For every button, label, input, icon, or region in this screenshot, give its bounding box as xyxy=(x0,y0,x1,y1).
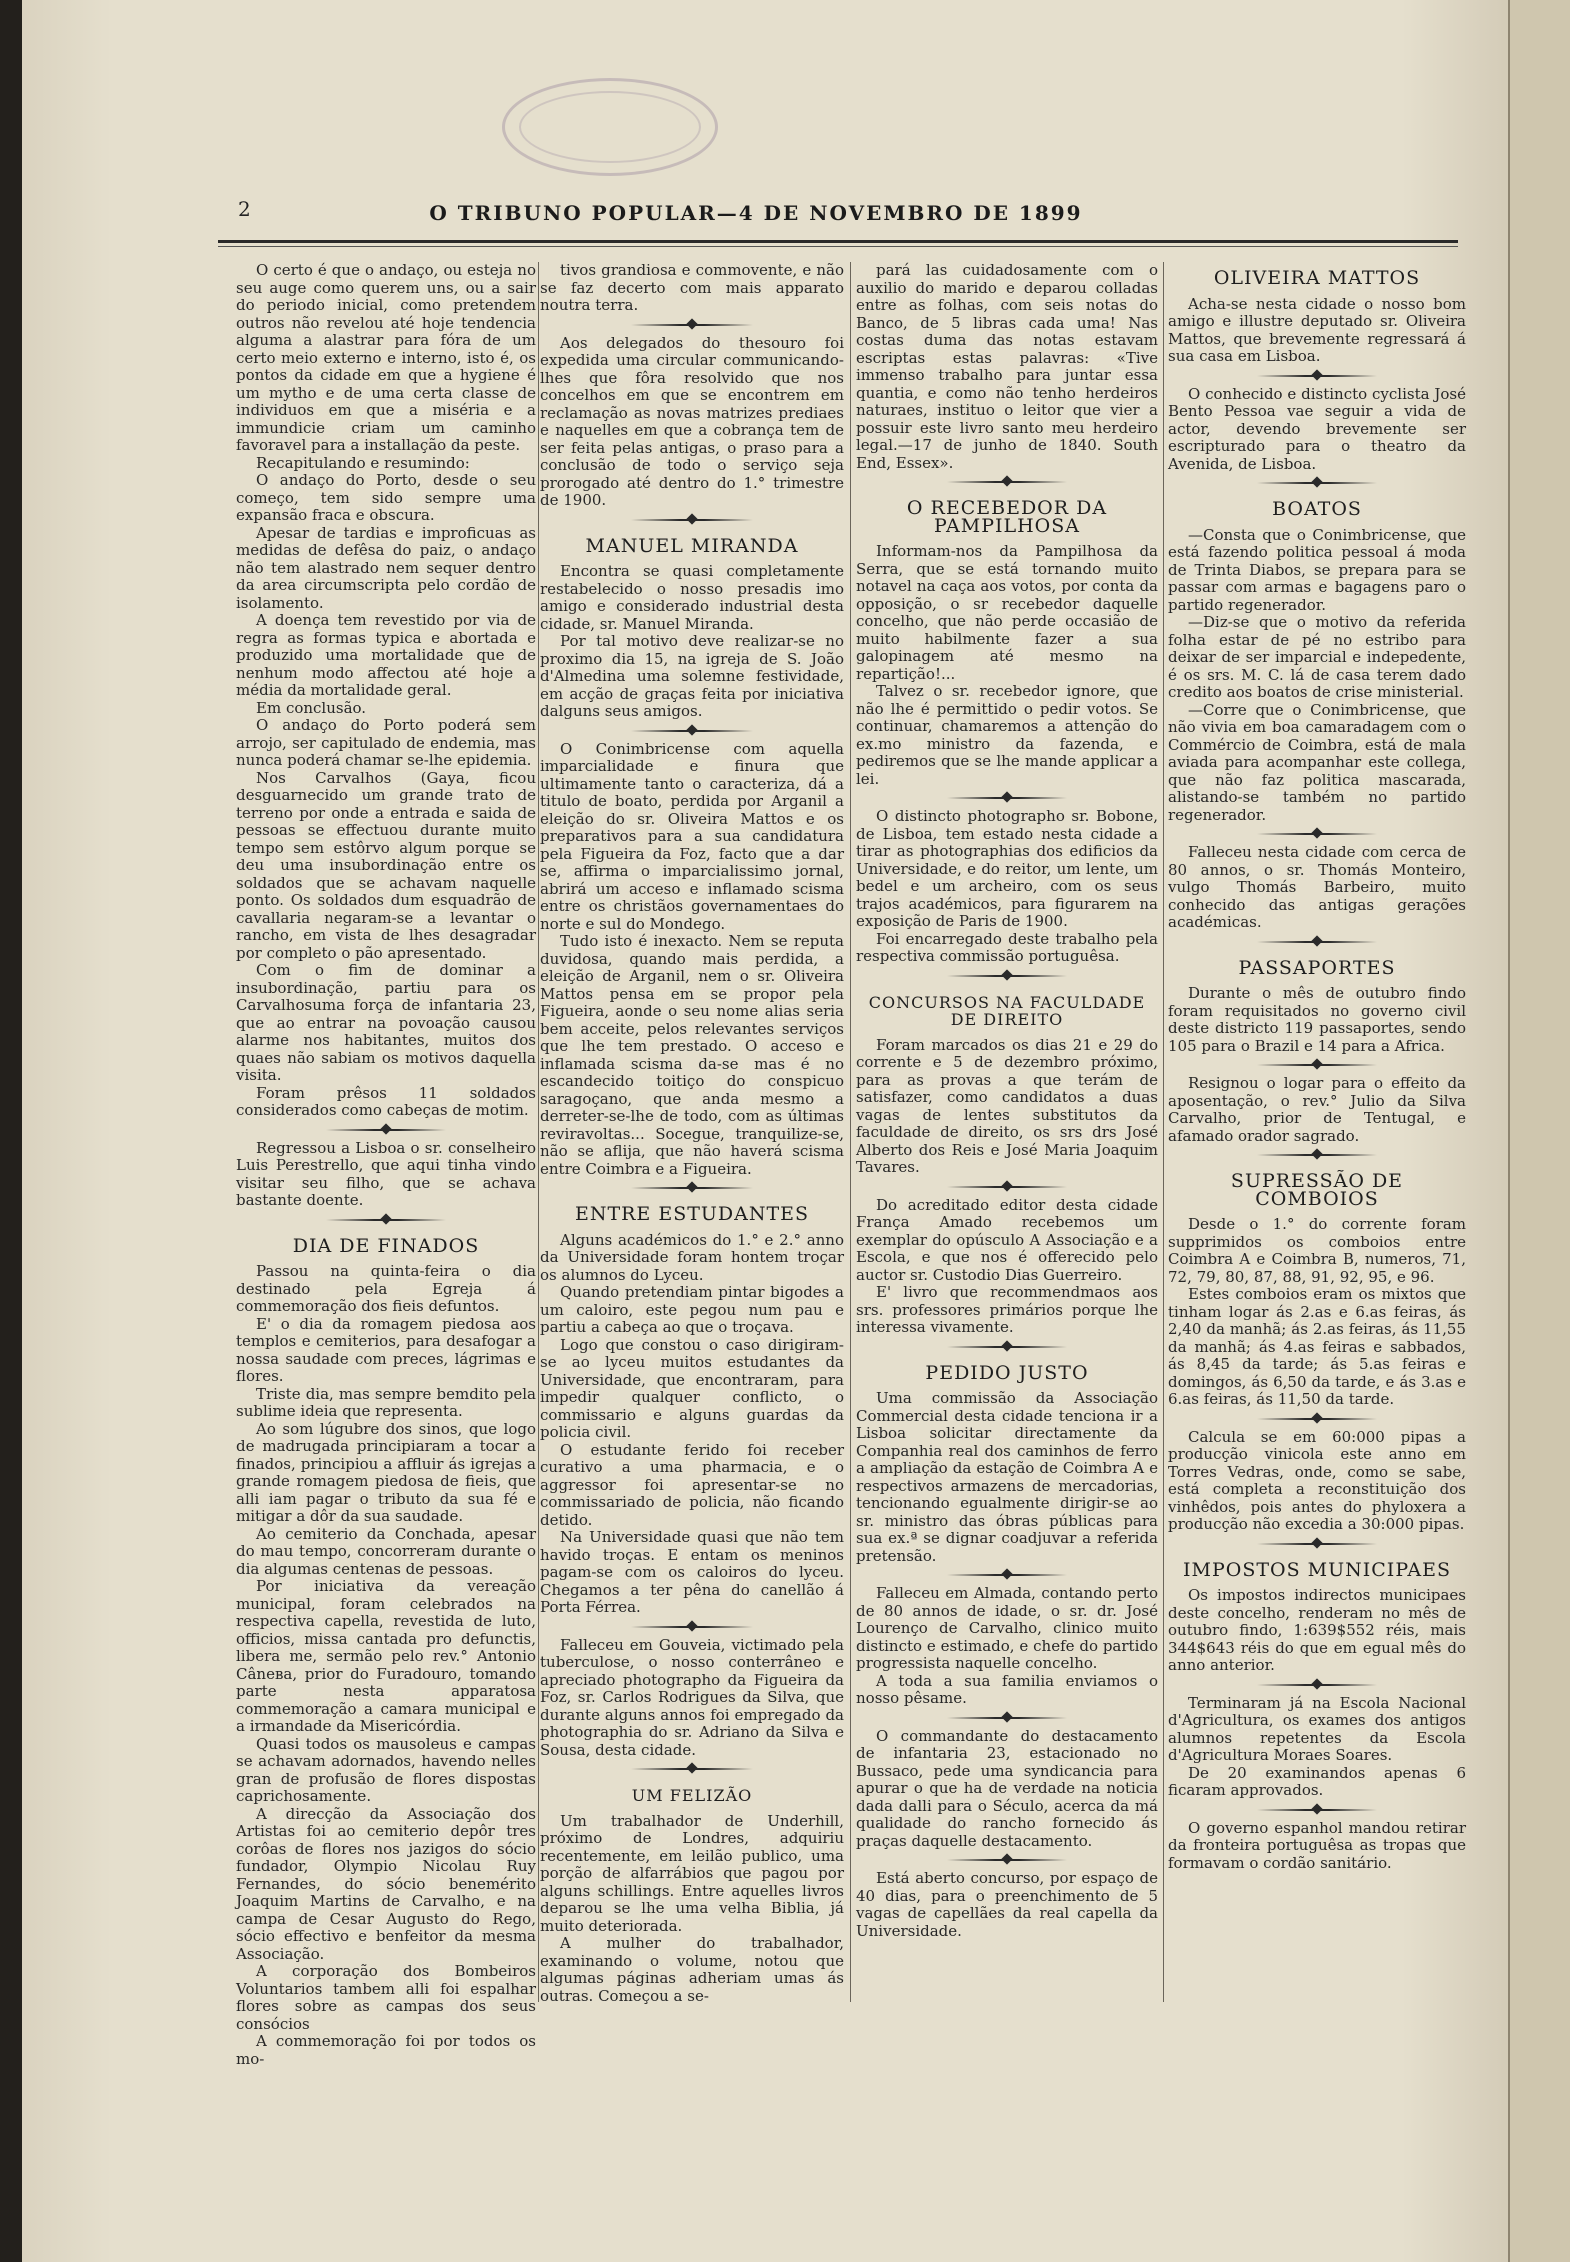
column-3 xyxy=(856,262,1158,2002)
article-headline: SUPRESSÃO DE COMBOIOS xyxy=(1230,1170,1404,1210)
article-separator xyxy=(1168,473,1466,493)
article-paragraph: Regressou a Lisboa o sr. conselheiro Luis Perestrello, que aqui tinha vindo visitar seu filho, que se achava bastante doente. xyxy=(236,1138,536,1209)
article-paragraph: Uma commissão da Associação Commercial desta cidade tenciona ir a Lisboa solicitar directamente da Companhia real dos caminhos de ferro a ampliação da estação de Coimbra A e respectivos armazens de mercadorias, tencionando egualmente dirigir-se ao sr. ministro das óbras públicas para sua ex.ª se dignar coadjuvar a referida pretensão. xyxy=(856,1389,1158,1565)
article-headline: O RECEBEDOR DA PAMPILHOSA xyxy=(906,497,1108,537)
article-paragraph: Resignou o logar para o effeito da aposentação, o rev.° Julio da Silva Carvalho, prior de Tentugal, e afamado orador sagrado. xyxy=(1168,1074,1466,1145)
article-paragraph: —Diz-se que o motivo da referida folha estar de pé no estribo para deixar de ser imparcial e indepedente, é os srs. M. C. lá de casa terem dado credito aos boatos de crise ministerial. xyxy=(1168,613,1466,701)
article-paragraph: Falleceu em Almada, contando perto de 80 annos de idade, o sr. dr. José Lourenço de Carvalho, clinico muito distincto e estimado, e chefe do partido progressista naquelle concelho. xyxy=(856,1584,1158,1672)
article-paragraph: Do acreditado editor desta cidade França Amado recebemos um exemplar do opúsculo A Associação e a Escola, e que nos é offerecido pelo auctor sr. Custodio Dias Guerreiro. xyxy=(856,1195,1158,1284)
article-separator xyxy=(856,788,1158,808)
library-stamp xyxy=(502,78,718,176)
masthead-title: O TRIBUNO POPULAR—4 DE NOVEMBRO DE 1899 xyxy=(429,201,1083,225)
article-paragraph: Falleceu nesta cidade com cerca de 80 annos, o sr. Thomás Monteiro, vulgo Thomás Barbeiro, muito conhecido das antigas gerações académicas. xyxy=(1168,843,1466,931)
article-paragraph: —Consta que o Conimbricense, que está fazendo politica pessoal á moda de Trinta Diabos, se prepara para se passar com armas e bagagens paro o partido regenerador. xyxy=(1168,525,1466,614)
article-paragraph: O distincto photographo sr. Bobone, de Lisboa, tem estado nesta cidade a tirar as photographias dos edificios da Universidade, e do reitor, um lente, um bedel e um archeiro, com os seus trajos académicos, para figurarem na exposição de Paris de 1900. xyxy=(856,807,1158,930)
article-headline: MANUEL MIRANDA xyxy=(585,534,799,557)
article-separator xyxy=(856,1177,1158,1197)
article-separator xyxy=(540,1759,844,1779)
article-paragraph: Foram marcados os dias 21 e 29 do corrente e 5 de dezembro próximo, para as provas a que terám de satisfazer, como candidatos a duas vagas de lentes substitutos da faculdade de direito, os srs drs José Alberto dos Reis e José Maria Joaquim Tavares. xyxy=(856,1035,1158,1176)
article-paragraph: E' o dia da romagem piedosa aos templos e cemiterios, para desafogar a nossa saudade com preces, lágrimas e flores. xyxy=(236,1314,536,1385)
article-separator xyxy=(540,510,844,530)
article-headline: IMPOSTOS MUNICIPAES xyxy=(1183,1558,1451,1581)
article-separator xyxy=(1168,1675,1466,1695)
article-separator xyxy=(236,1210,536,1230)
article-paragraph: Passou na quinta-feira o dia destinado pela Egreja á commemoração dos fieis defuntos. xyxy=(236,1262,536,1315)
article-paragraph: A direcção da Associação dos Artistas foi ao cemiterio depôr tres corôas de flores nos jazigos do sócio fundador, Olympio Nicolau Ruy Fernandes, do sócio benemérito Joaquim Martins de Carvalho, e na campa de Cesar Augusto do Rego, sócio effectivo e benfeitor da mesma Associação. xyxy=(236,1804,536,1963)
article-paragraph: De 20 examinandos apenas 6 ficaram approvados. xyxy=(1168,1763,1466,1799)
adjacent-page-edge xyxy=(1508,0,1570,2262)
article-paragraph: Foram prêsos 11 soldados considerados como cabeças de motim. xyxy=(236,1083,536,1119)
masthead-rule xyxy=(218,240,1458,243)
article-paragraph: A doença tem revestido por via de regra as formas typica e abortada e produzido uma mortalidade que de nenhum modo affectou até hoje a média da mortalidade geral. xyxy=(236,611,536,699)
article-paragraph: Acha-se nesta cidade o nosso bom amigo e illustre deputado sr. Oliveira Mattos, que brevemente regressará á sua casa em Lisboa. xyxy=(1168,294,1466,365)
article-separator xyxy=(1168,1409,1466,1429)
article-paragraph: Na Universidade quasi que não tem havido troças. E entam os meninos pagam-se com os caloiros do lyceu. Chegamos a ter pêna do canellão á Porta Férrea. xyxy=(540,1528,844,1616)
article-separator xyxy=(856,1337,1158,1357)
article-separator xyxy=(1168,932,1466,952)
article-separator xyxy=(1168,1534,1466,1554)
article-paragraph: O certo é que o andaço, ou esteja no seu auge como querem uns, ou a sair do periodo inicial, como pretendem outros não revelou até hoje tendencia alguma a alastrar para fóra de um certo meio externo e interno, isto é, os pontos da cidade em que a hygiene é um mytho e de uma certa classe de individuos em que a miséria e a immundicie criam um caminho favoravel para a installação da peste. xyxy=(236,261,536,454)
article-paragraph: Logo que constou o caso dirigiram-se ao lyceu muitos estudantes da Universidade, que encontraram, para impedir qualquer conflicto, o commissario e alguns guardas da policia civil. xyxy=(540,1335,844,1441)
article-headline: DIA DE FINADOS xyxy=(292,1234,480,1257)
article-paragraph: A mulher do trabalhador, examinando o volume, notou que algumas páginas adheriam umas ás outras. Começou a se- xyxy=(540,1934,844,2005)
article-separator xyxy=(540,315,844,335)
article-headline: BOATOS xyxy=(1272,498,1362,520)
article-paragraph: tivos grandiosa e commovente, e não se faz decerto com mais apparato noutra terra. xyxy=(540,261,844,314)
article-paragraph: Talvez o sr. recebedor ignore, que não lhe é permittido o pedir votos. Se continuar, chamaremos a attenção do ex.mo ministro da fazenda, e pediremos que se lhe mande applicar a lei. xyxy=(856,682,1158,788)
article-paragraph: Alguns académicos do 1.° e 2.° anno da Universidade foram hontem troçar os alumnos do Lyceu. xyxy=(540,1230,844,1284)
article-paragraph: Informam-nos da Pampilhosa da Serra, que se está tornando muito notavel na caça aos votos, por conta da opposição, o sr recebedor daquelle concelho, que não perde occasião de muito habilmente fazer a sua galopinagem até mesmo na repartição!... xyxy=(856,542,1158,683)
article-paragraph: Foi encarregado deste trabalho pela respectiva commissão portuguêsa. xyxy=(856,929,1158,965)
article-separator xyxy=(1168,824,1466,844)
masthead-rule-thin xyxy=(218,246,1458,247)
article-separator xyxy=(540,1617,844,1637)
article-subheadline: CONCURSOS NA FACULDADE DE DIREITO xyxy=(868,992,1146,1029)
article-separator xyxy=(1168,1145,1466,1165)
article-paragraph: Triste dia, mas sempre bemdito pela sublime ideia que representa. xyxy=(236,1384,536,1420)
article-paragraph: Recapitulando e resumindo: xyxy=(256,453,470,472)
page-number: 2 xyxy=(238,197,251,221)
article-paragraph: Quando pretendiam pintar bigodes a um caloiro, este pegou num pau e partiu a cabeça ao que o troçava. xyxy=(540,1283,844,1336)
article-paragraph: —Corre que o Conimbricense, que não vivia em boa camaradagem com o Commércio de Coimbra, está de mala aviada para acompanhar este collega, que não faz politica mascarada, alistando-se também no partido regenerador. xyxy=(1168,700,1466,824)
article-paragraph: Aos delegados do thesouro foi expedida uma circular communicando-lhes que fôra resolvido que nos concelhos em que se encontrem em reclamação as novas matrizes prediaes e naquelles em que a cobrança tem de ser feita pelas antigas, o praso para a conclusão de todo o serviço seja prorogado até dentro do 1.° trimestre de 1900. xyxy=(540,333,844,509)
article-paragraph: O Conimbricense com aquella imparcialidade e finura que ultimamente tanto o caracteriza, dá a titulo de boato, perdida por Arganil a eleição do sr. Oliveira Mattos e os preparativos para a sua candidatura pela Figueira da Foz, facto que a dar se, affirma o imparcialissimo jornal, abrirá um acceso e inflamado scisma entre os christãos governamentaes do norte e sul do Mondego. xyxy=(540,739,844,933)
article-separator xyxy=(540,1178,844,1198)
article-separator xyxy=(856,1850,1158,1870)
article-paragraph: Em conclusão. xyxy=(256,698,367,717)
article-headline: OLIVEIRA MATTOS xyxy=(1213,267,1421,289)
article-separator xyxy=(540,721,844,741)
article-paragraph: A commemoração foi por todos os mo- xyxy=(236,2032,536,2068)
article-separator xyxy=(856,472,1158,492)
article-paragraph: O andaço do Porto, desde o seu começo, tem sido sempre uma expansão fraca e obscura. xyxy=(236,471,536,524)
column-4 xyxy=(1168,262,1466,2002)
article-paragraph: Por tal motivo deve realizar-se no proximo dia 15, na igreja de S. João d'Almedina uma solemne festividade, em acção de graças feita por iniciativa dalguns seus amigos. xyxy=(540,632,844,720)
article-separator xyxy=(236,1120,536,1140)
article-paragraph: Calcula se em 60:000 pipas a producção vinicola este anno em Torres Vedras, onde, como se sabe, está completa a reconstituição dos vinhêdos, pois antes do phyloxera a producção não excedia a 30:000 pipas. xyxy=(1168,1427,1466,1533)
article-paragraph: Tudo isto é inexacto. Nem se reputa duvidosa, quando mais perdida, a eleição de Arganil, nem o sr. Oliveira Mattos pensa em se propor pela Figueira, aonde o seu nome alias seria bem acceite, pelos relevantes serviços que lhe tem prestado. O acceso e inflamada scisma da-se mas é no escandecido toitiço do conspicuo saragoçano, que anda mesmo a derreter-se-lhe de todo, com as últimas reviravoltas... Socegue, tranquilize-se, não se aflija, que não haverá scisma entre Coimbra e a Figueira. xyxy=(540,932,844,1178)
article-paragraph: pará las cuidadosamente com o auxilio do marido e deparou colladas entre as folhas, com seis notas do Banco, de 5 libras cada uma! Nas costas duma das notas estavam escriptas estas palavras: «Tive immenso trabalho para juntar essa quantia, e como não tenho herdeiros naturaes, instituo o leitor que vier a possuir este livro santo meu herdeiro legal.—17 de junho de 1840. South End, Essex». xyxy=(856,261,1158,472)
article-subheadline: UM FELIZÃO xyxy=(631,1786,753,1805)
article-paragraph: Os impostos indirectos municipaes deste concelho, renderam no mês de outubro findo, 1:639$552 réis, mais 344$643 réis do que em egual mês do anno anterior. xyxy=(1168,1586,1466,1674)
article-paragraph: O conhecido e distincto cyclista José Bento Pessoa vae seguir a vida de actor, devendo brevemente ser escripturado para o theatro da Avenida, de Lisboa. xyxy=(1168,384,1466,473)
article-separator xyxy=(1168,1055,1466,1075)
article-paragraph: Estes comboios eram os mixtos que tinham logar ás 2.as e 6.as feiras, ás 2,40 da manhã; ás 2.as feiras, ás 11,55 da manhã; ás 4.as feiras e sabbados, ás 8,45 da tarde; ás 5.as feiras e domingos, ás 6,50 da tarde, e ás 3.as e 6.as feiras, ás 11,50 da tarde. xyxy=(1168,1285,1466,1408)
article-separator xyxy=(856,1708,1158,1728)
column-divider xyxy=(850,262,851,2002)
article-paragraph: Por iniciativa da vereação municipal, foram celebrados na respectiva capella, revestida de luto, officios, missa cantada pro defunctis, libera me, sermão pelo rev.° Antonio Cânева, prior do Furadouro, tomando parte nesta apparatosa commemoração a camara municipal e a irmandade da Misericórdia. xyxy=(236,1577,536,1735)
article-paragraph: A toda a sua familia enviamos o nosso pêsame. xyxy=(856,1671,1158,1707)
article-paragraph: A corporação dos Bombeiros Voluntarios tambem alli foi espalhar flores sobre as campas dos seus consócios xyxy=(236,1962,536,2033)
column-divider xyxy=(538,262,539,2002)
article-paragraph: Com o fim de dominar a insubordinação, partiu para os Carvalhosuma força de infantaria 23, que ao entrar na povoação causou alarme nos habitantes, muitos dos quaes não sabiam os motivos daquella visita. xyxy=(236,961,536,1084)
article-paragraph: E' livro que recommendmaos aos srs. professores primários porque lhe interessa vivamente. xyxy=(856,1283,1158,1336)
article-paragraph: Quasi todos os mausoleus e campas se achavam adornados, havendo nelles gran de profusão de flores dispostas caprichosamente. xyxy=(236,1734,536,1805)
article-separator xyxy=(856,1565,1158,1585)
article-paragraph: O governo espanhol mandou retirar da fronteira portuguêsa as tropas que formavam o cordão sanitário. xyxy=(1168,1818,1466,1872)
article-paragraph: Ao cemiterio da Conchada, apesar do mau tempo, concorreram durante o dia algumas centenas de pessoas. xyxy=(236,1524,536,1578)
article-headline: ENTRE ESTUDANTES xyxy=(574,1203,810,1225)
column-1 xyxy=(236,261,536,2068)
article-paragraph: Nos Carvalhos (Gaya, ficou desguarnecido um grande trato de terreno por onde a entrada e saida de pessoas se effectuou durante muito tempo sem estôrvo algum porque se deu uma insubordinação entre os soldados que se achavam naquelle ponto. Os soldados dum esquadrão de cavallaria negaram-se a levantar o rancho, em vista de lhes desagradar por completo o pão apresentado. xyxy=(236,768,536,962)
article-paragraph: O estudante ferido foi receber curativo a uma pharmacia, e o aggressor foi apresentar-se no commissariado de policia, não ficando detido. xyxy=(540,1440,844,1529)
article-paragraph: O andaço do Porto poderá sem arrojo, ser capitulado de endemia, mas nunca poderá chamar se-lhe epidemia. xyxy=(236,716,536,769)
article-paragraph: O commandante do destacamento de infantaria 23, estacionado no Bussaco, pede uma syndicancia para apurar o que ha de verdade na noticia dada dalli para o Século, acerca da má qualidade do rancho fornecido ás praças daquelle destacamento. xyxy=(856,1726,1158,1850)
article-paragraph: Terminaram já na Escola Nacional d'Agricultura, os exames dos antigos alumnos repetentes da Escola d'Agricultura Moraes Soares. xyxy=(1168,1693,1466,1764)
article-paragraph: Falleceu em Gouveia, victimado pela tuberculose, o nosso conterrâneo e apreciado photographo da Figueira da Foz, sr. Carlos Rodrigues da Silva, que durante alguns annos foi empregado da photographia do sr. Adriano da Silva e Sousa, desta cidade. xyxy=(540,1635,844,1759)
article-paragraph: Durante o mês de outubro findo foram requisitados no governo civil deste districto 119 passaportes, sendo 105 para o Brazil e 14 para a Africa. xyxy=(1168,984,1466,1055)
article-headline: PEDIDO JUSTO xyxy=(925,1361,1089,1384)
column-divider xyxy=(1163,262,1164,2002)
article-paragraph: Ao som lúgubre dos sinos, que logo de madrugada principiaram a tocar a finados, principiou a affluir ás igrejas a grande romagem piedosa de fieis, que alli iam pagar o tributo da sua fé e mitigar a dôr da sua saudade. xyxy=(236,1419,536,1525)
article-separator xyxy=(1168,1800,1466,1820)
article-paragraph: Desde o 1.° do corrente foram supprimidos os comboios entre Coimbra A e Coimbra B, numeros, 71, 72, 79, 80, 87, 88, 91, 92, 95, e 96. xyxy=(1168,1215,1466,1286)
article-paragraph: Apesar de tardias e improficuas as medidas de defêsa do paiz, o andaço não tem alastrado nem sequer dentro da area circumscripta pelo cordão de isolamento. xyxy=(236,523,536,612)
column-2 xyxy=(540,261,844,2005)
article-paragraph: Está aberto concurso, por espaço de 40 dias, para o preenchimento de 5 vagas de capellães da real capella da Universidade. xyxy=(856,1869,1158,1940)
article-paragraph: Encontra se quasi completamente restabelecido o nosso presadis imo amigo e considerado industrial desta cidade, sr. Manuel Miranda. xyxy=(540,562,844,633)
article-headline: PASSAPORTES xyxy=(1238,956,1396,979)
article-separator xyxy=(1168,366,1466,386)
article-separator xyxy=(856,966,1158,986)
article-paragraph: Um trabalhador de Underhill, próximo de Londres, adquiriu recentemente, em leilão publico, uma porção de alfarrábios que pagou por alguns schillings. Entre aquelles livros deparou se lhe uma velha Biblia, já muito deteriorada. xyxy=(540,1811,844,1935)
